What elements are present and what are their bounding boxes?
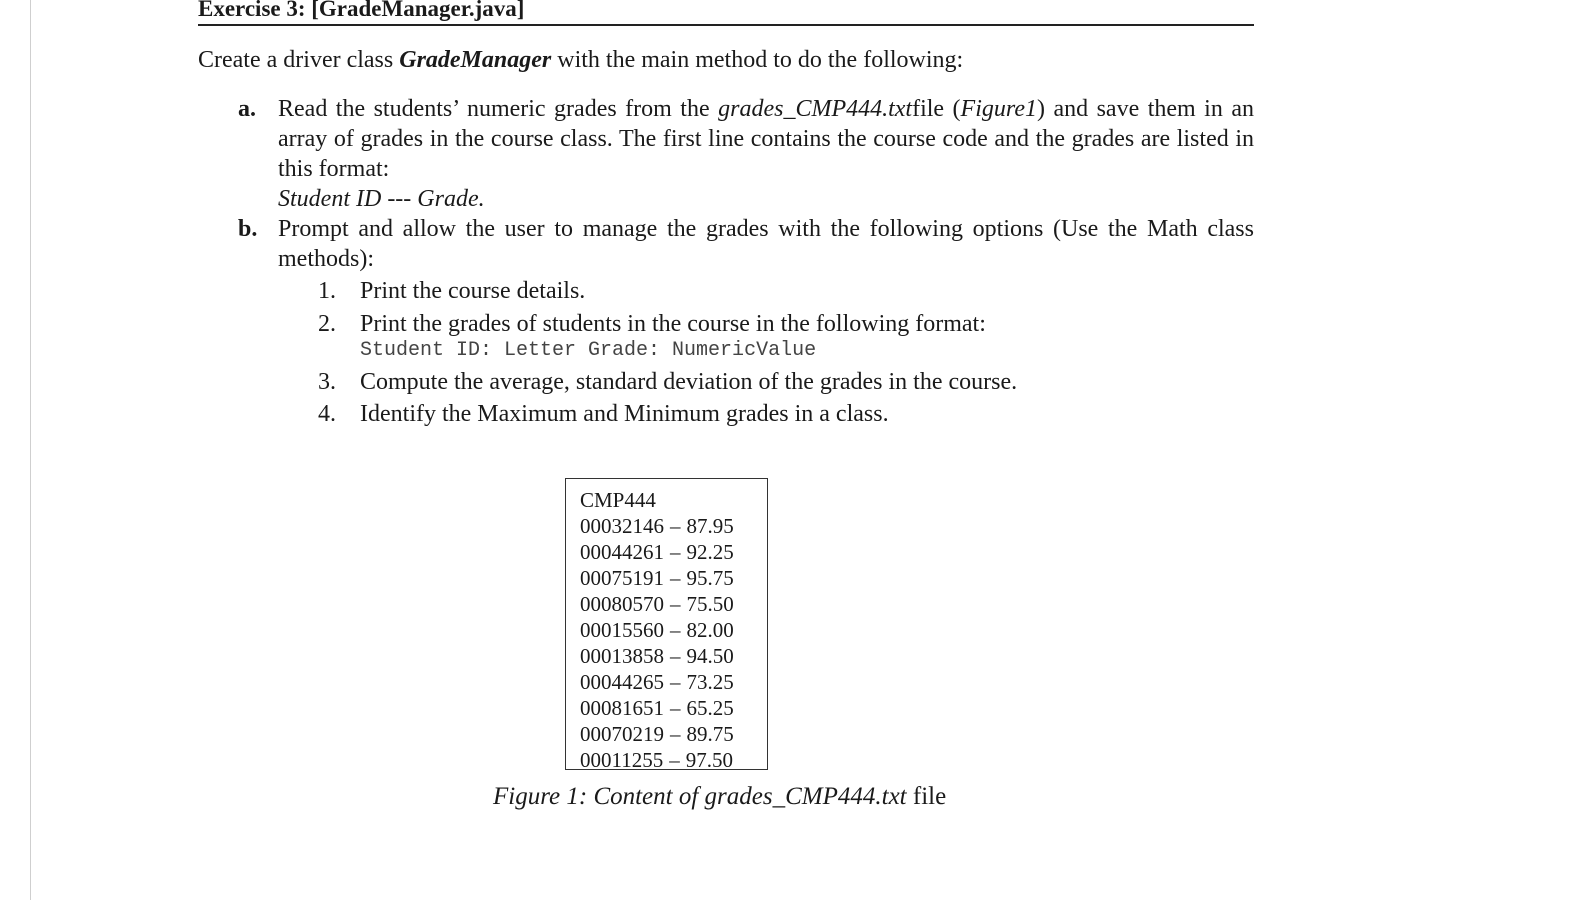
grade-line <box>580 643 767 669</box>
grade-line <box>580 721 767 747</box>
grade-separator: – <box>670 618 681 642</box>
student-id: 00081651 <box>580 696 664 720</box>
student-id: 00070219 <box>580 722 664 746</box>
course-code-line: CMP444 <box>580 488 656 512</box>
student-id: 00044265 <box>580 670 664 694</box>
intro-paragraph <box>198 44 1254 76</box>
exercise-heading: Exercise 3: [GradeManager.java] <box>198 0 1254 26</box>
intro-text-before: Create a driver class <box>198 47 400 73</box>
student-id: 00044261 <box>580 540 664 564</box>
option-text: Identify the Maximum and Minimum grades in a class. <box>360 401 889 427</box>
intro-class-name: GradeManager <box>399 47 552 73</box>
grade-separator: – <box>670 644 681 668</box>
grade-line <box>580 669 767 695</box>
option-text: Print the course details. <box>360 278 586 304</box>
list-item-b-body: Prompt and allow the user to manage the grades with the following options (Use the Math class methods): <box>278 216 1254 272</box>
grades-file-figure <box>565 478 768 770</box>
item-a-text-1: Read the students’ numeric grades from the <box>278 96 719 122</box>
grade-line <box>580 617 767 643</box>
option-3 <box>318 367 1017 397</box>
item-a-format: Student ID --- Grade. <box>278 186 485 212</box>
grade-value: 97.50 <box>685 748 733 772</box>
option-number: 4. <box>318 401 336 427</box>
item-a-text-2: file ( <box>912 96 961 122</box>
grade-line <box>580 539 767 565</box>
option-number: 3. <box>318 369 336 395</box>
grade-separator: – <box>670 540 681 564</box>
list-marker-a: a. <box>238 96 256 122</box>
student-id: 00075191 <box>580 566 664 590</box>
grade-value: 82.00 <box>686 618 734 642</box>
grade-line <box>580 513 767 539</box>
grade-separator: – <box>670 566 681 590</box>
figure-caption <box>493 782 946 812</box>
grade-line <box>580 565 767 591</box>
item-a-file-name: grades_CMP444.txt <box>718 96 913 122</box>
option-number: 1. <box>318 278 336 304</box>
grade-separator: – <box>670 722 681 746</box>
grade-line <box>580 747 767 773</box>
grade-separator: – <box>670 514 681 538</box>
grade-separator: – <box>670 670 681 694</box>
grade-separator: – <box>670 592 681 616</box>
figure-caption-italic: Figure 1: Content of grades_CMP444.txt <box>493 783 907 810</box>
student-id: 00080570 <box>580 592 664 616</box>
student-id: 00015560 <box>580 618 664 642</box>
option-text: Compute the average, standard deviation of the grades in the course. <box>360 369 1018 395</box>
grade-value: 94.50 <box>686 644 734 668</box>
list-marker-b: b. <box>238 216 258 242</box>
grade-value: 89.75 <box>686 722 734 746</box>
page-left-edge <box>30 0 31 900</box>
list-item-b <box>238 214 1254 274</box>
option-1 <box>318 276 585 306</box>
grade-separator: – <box>670 696 681 720</box>
grade-value: 95.75 <box>686 566 734 590</box>
grade-value: 65.25 <box>686 696 734 720</box>
grade-line <box>580 591 767 617</box>
output-format-code: Student ID: Letter Grade: NumericValue <box>360 339 817 362</box>
list-item-a-body <box>278 94 1254 214</box>
grade-value: 75.50 <box>686 592 734 616</box>
option-text: Print the grades of students in the course in the following format: <box>360 311 986 337</box>
figure-caption-plain: file <box>906 783 947 810</box>
list-item-a <box>238 94 1254 214</box>
grade-value: 73.25 <box>686 670 734 694</box>
student-id: 00013858 <box>580 644 664 668</box>
grade-separator: – <box>669 748 680 772</box>
grade-line <box>580 695 767 721</box>
item-a-figure-ref: Figure1 <box>960 96 1037 122</box>
student-id: 00011255 <box>580 748 664 772</box>
grade-value: 92.25 <box>686 540 734 564</box>
option-4 <box>318 399 889 429</box>
item-a-text-3: ) and save them in an array of grades in the course class. The first line contains the course code and the grades are listed in this format: <box>278 96 1254 182</box>
grade-value: 87.95 <box>686 514 734 538</box>
intro-text-after: with the main method to do the following: <box>551 47 964 73</box>
option-2 <box>318 309 986 339</box>
student-id: 00032146 <box>580 514 664 538</box>
option-number: 2. <box>318 311 336 337</box>
